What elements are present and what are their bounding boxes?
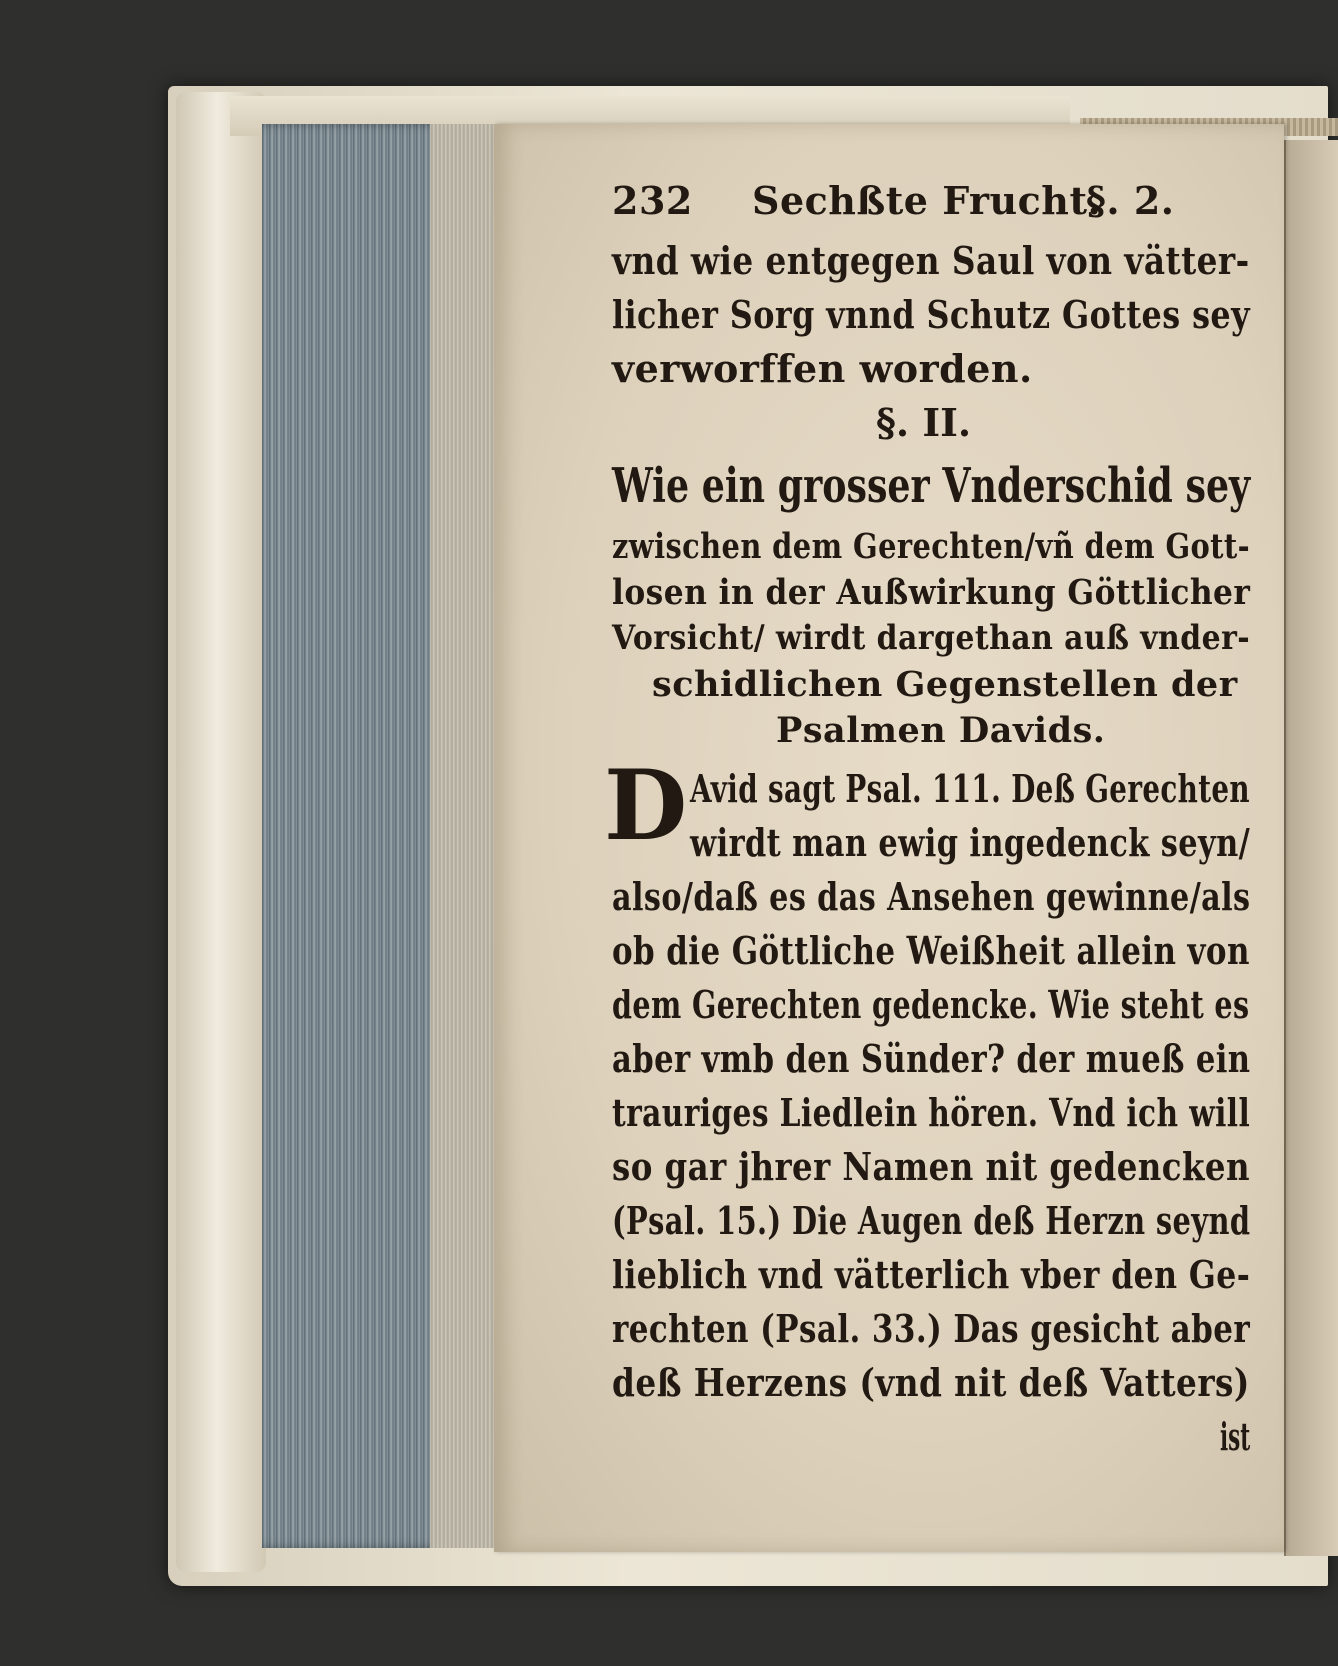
section-mark: §. II. bbox=[876, 400, 972, 445]
page-edges-light bbox=[430, 124, 494, 1548]
facing-page-edge bbox=[1284, 140, 1338, 1556]
section-heading-line: Psalmen Davids. bbox=[776, 710, 1106, 751]
body-line: dem Gerechten gedencke. Wie steht es bbox=[612, 982, 1250, 1027]
body-line: Avid sagt Psal. 111. Deß Gerechten bbox=[690, 766, 1251, 811]
body-line: lieblich vnd vätterlich vber den Ge- bbox=[612, 1252, 1251, 1297]
body-line: (Psal. 15.) Die Augen deß Herzn seynd bbox=[612, 1198, 1251, 1243]
section-heading-line: schidlichen Gegenstellen der bbox=[652, 664, 1238, 705]
body-line: ob die Göttliche Weißheit allein von bbox=[612, 928, 1250, 973]
body-line: trauriges Liedlein hören. Vnd ich will bbox=[612, 1090, 1251, 1135]
body-line: wirdt man ewig ingedenck seyn/ bbox=[690, 820, 1251, 865]
text-line: licher Sorg vnnd Schutz Gottes sey bbox=[612, 292, 1251, 337]
page-number: 232 bbox=[612, 178, 693, 223]
section-heading-line: losen in der Außwirkung Göttlicher bbox=[612, 572, 1251, 613]
section-heading-line: Vorsicht/ wirdt dargethan auß vnder- bbox=[612, 618, 1251, 658]
vellum-fold bbox=[176, 92, 266, 1572]
running-title: Sechßte Frucht. bbox=[752, 178, 1102, 223]
body-line: rechten (Psal. 33.) Das gesicht aber bbox=[612, 1306, 1251, 1351]
text-line: verworffen worden. bbox=[612, 346, 1033, 391]
body-line: also/daß es das Ansehen gewinne/als bbox=[612, 874, 1251, 919]
body-line: so gar jhrer Namen nit gedencken bbox=[612, 1144, 1251, 1189]
section-heading-line: Wie ein grosser Vnderschid sey bbox=[612, 458, 1251, 514]
body-line: deß Herzens (vnd nit deß Vatters) bbox=[612, 1360, 1250, 1405]
drop-cap: D bbox=[604, 749, 688, 862]
catchword: ist bbox=[1220, 1414, 1251, 1459]
body-line: aber vmb den Sünder? der mueß ein bbox=[612, 1036, 1251, 1081]
section-heading-line: zwischen dem Gerechten/vñ dem Gott- bbox=[612, 526, 1251, 567]
text-line: vnd wie entgegen Saul von vätter- bbox=[612, 238, 1250, 283]
section-number: §. 2. bbox=[1086, 178, 1175, 223]
